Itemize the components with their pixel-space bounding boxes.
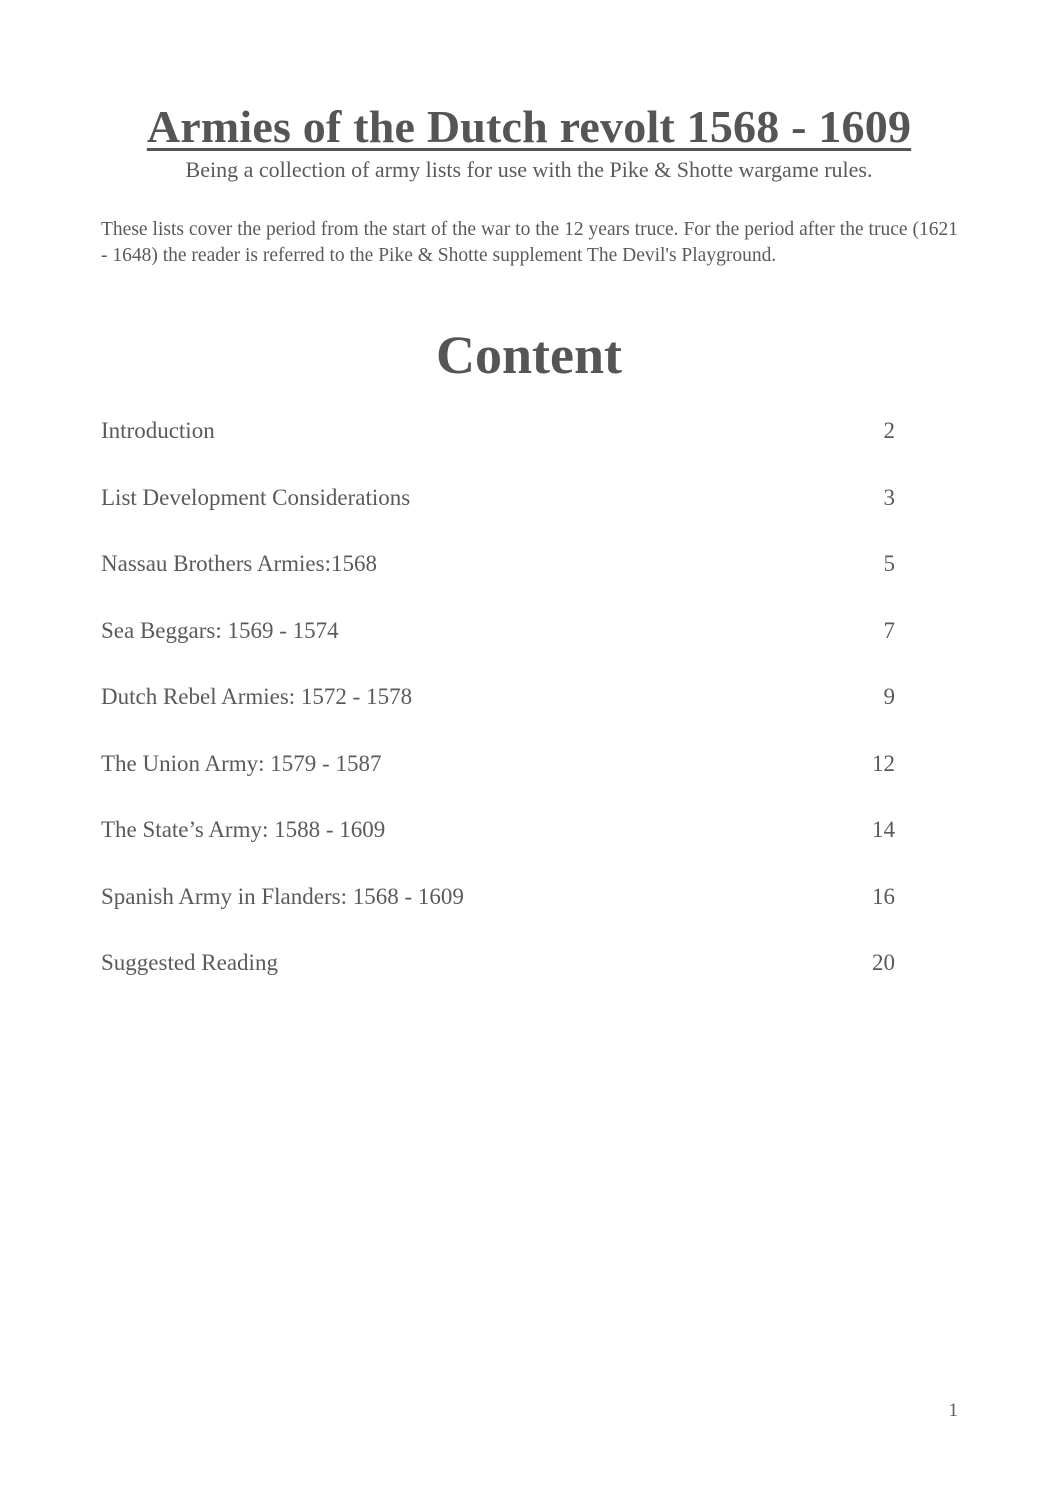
toc-entry-label: Introduction [101,418,215,443]
toc-entry-page: 9 [883,684,895,709]
toc-entry-label: Sea Beggars: 1569 - 1574 [101,617,339,643]
toc-entry-page: 14 [872,817,895,842]
toc-entry-dutch-rebel [101,680,895,747]
document-subtitle: Being a collection of army lists for use with the Pike & Shotte wargame rules. [185,157,873,182]
intro-paragraph: These lists cover the period from the start of the war to the 12 years truce. For the period after the truce (1621 - 1648) the reader is referred to the Pike & Shotte supplement The Devil's Playground. [101,219,958,266]
toc-entry-page: 16 [872,883,895,909]
toc-entry-page: 5 [883,551,895,576]
document-title: Armies of the Dutch revolt 1568 - 1609 [146,101,912,152]
toc-entry-states-army [101,813,895,880]
table-of-contents [101,414,895,1013]
toc-entry-page: 7 [883,617,895,643]
toc-entry-list-development [101,481,895,548]
toc-entry-page: 2 [883,418,895,443]
toc-entry-union-army [101,747,895,814]
toc-entry-suggested-reading [101,946,895,1013]
toc-entry-label: Spanish Army in Flanders: 1568 - 1609 [101,883,464,909]
toc-entry-spanish-army [101,880,895,947]
toc-entry-label: The Union Army: 1579 - 1587 [101,750,382,776]
page-number: 1 [948,1400,958,1421]
toc-entry-introduction [101,414,895,481]
toc-entry-page: 3 [883,484,895,510]
toc-entry-label: The State’s Army: 1588 - 1609 [101,817,386,842]
toc-entry-label: List Development Considerations [101,484,411,510]
toc-entry-page: 12 [872,750,895,776]
toc-entry-label: Dutch Rebel Armies: 1572 - 1578 [101,684,413,709]
toc-heading: Content [436,325,622,385]
toc-entry-page: 20 [872,950,895,975]
toc-entry-nassau-brothers [101,547,895,614]
toc-entry-label: Nassau Brothers Armies:1568 [101,551,377,576]
toc-entry-sea-beggars [101,614,895,681]
toc-entry-label: Suggested Reading [101,950,278,975]
